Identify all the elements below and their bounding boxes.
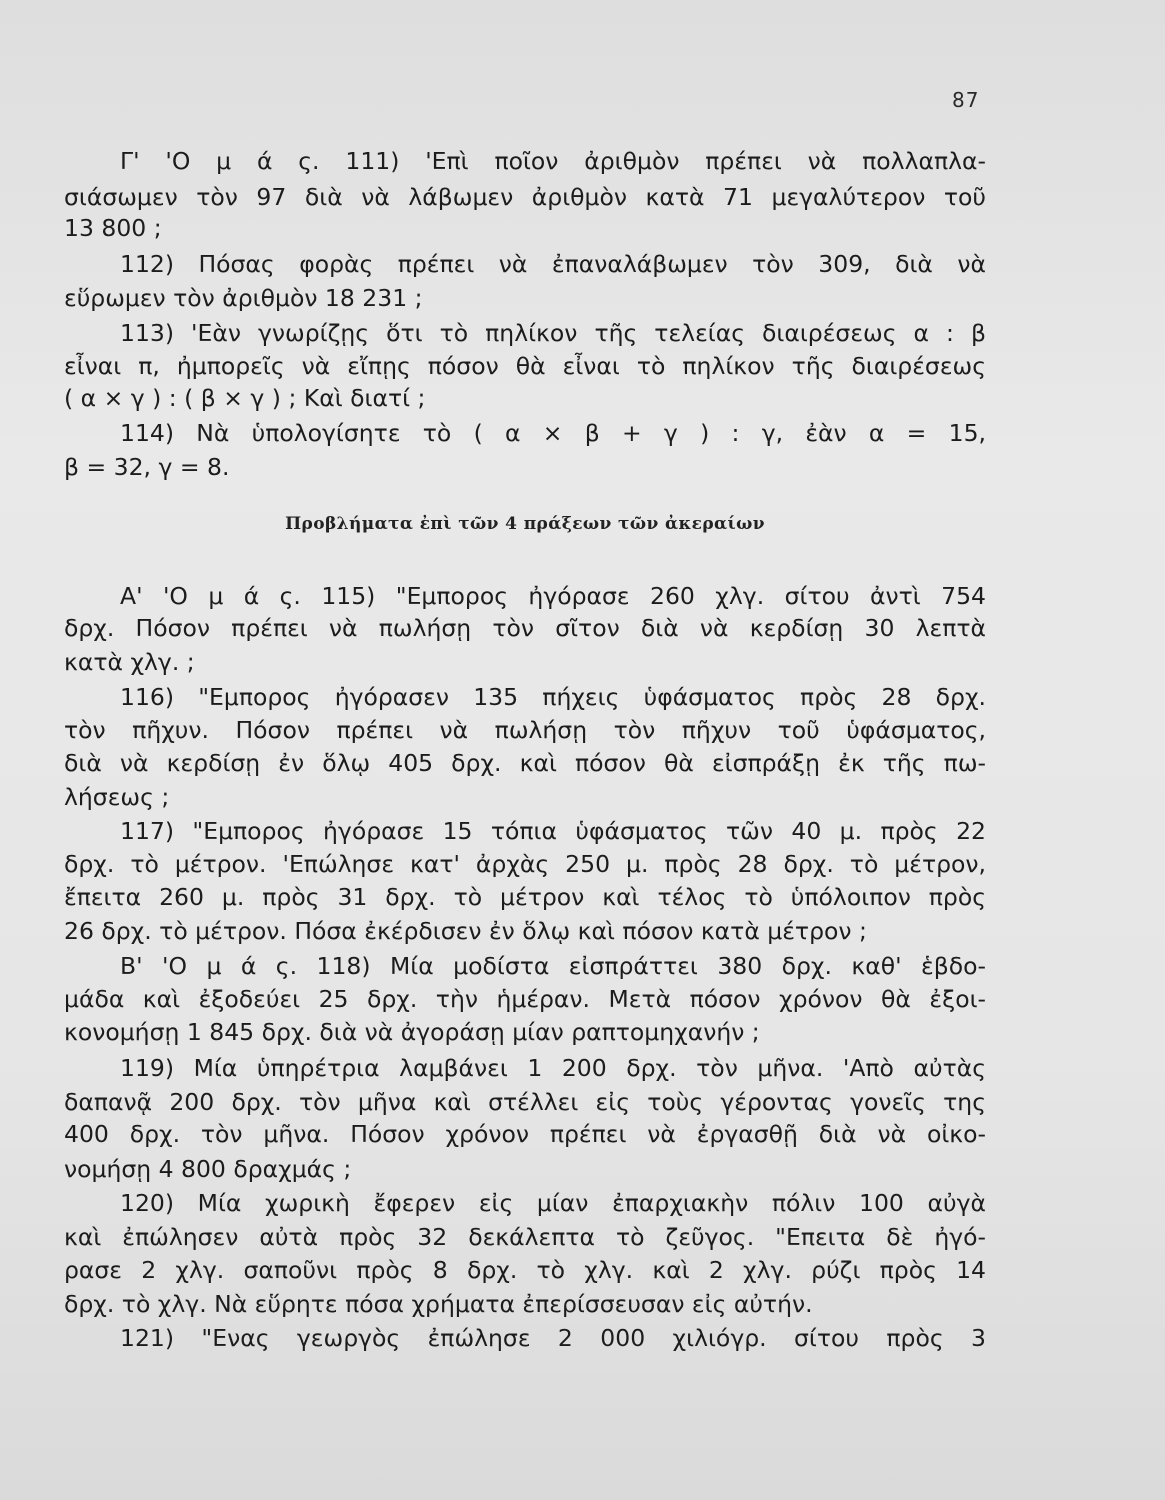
text-line: κονομήσῃ 1 845 δρχ. διὰ νὰ ἀγοράσῃ μίαν ραπτομηχανήν ; xyxy=(64,1018,760,1046)
text-line: κατὰ χλγ. ; xyxy=(64,648,195,676)
text-line: ( α × γ ) : ( β × γ ) ; Καὶ διατί ; xyxy=(64,384,426,412)
text-line: Β' 'Ο μ ά ς. 118) Μία μοδίστα εἰσπράττει 380 δρχ. καθ' ἑβδο- xyxy=(120,952,986,980)
text-line: μάδα καὶ ἐξοδεύει 25 δρχ. τὴν ἡμέραν. Μετὰ πόσον χρόνον θὰ ἐξοι- xyxy=(64,985,986,1013)
page-number: 87 xyxy=(952,88,980,112)
text-line: εἶναι π, ἠμπορεῖς νὰ εἴπῃς πόσον θὰ εἶναι τὸ πηλίκον τῆς διαιρέσεως xyxy=(64,352,986,380)
text-line: β = 32, γ = 8. xyxy=(64,453,230,481)
text-line: τὸν πῆχυν. Πόσον πρέπει νὰ πωλήσῃ τὸν πῆχυν τοῦ ὑφάσματος, xyxy=(64,716,986,744)
text-line: δρχ. τὸ χλγ. Νὰ εὕρητε πόσα χρήματα ἐπερίσσευσαν εἰς αὐτήν. xyxy=(64,1290,813,1318)
text-line: καὶ ἐπώλησεν αὐτὰ πρὸς 32 δεκάλεπτα τὸ ζεῦγος. "Επειτα δὲ ἠγό- xyxy=(64,1223,986,1251)
text-line: ἔπειτα 260 μ. πρὸς 31 δρχ. τὸ μέτρον καὶ τέλος τὸ ὑπόλοιπον πρὸς xyxy=(64,883,986,911)
text-line: εὕρωμεν τὸν ἀριθμὸν 18 231 ; xyxy=(64,284,423,312)
text-line: Α' 'Ο μ ά ς. 115) "Εμπορος ἠγόρασε 260 χλγ. σίτου ἀντὶ 754 xyxy=(120,582,986,610)
text-line: δρχ. Πόσον πρέπει νὰ πωλήσῃ τὸν σῖτον διὰ νὰ κερδίσῃ 30 λεπτὰ xyxy=(64,614,986,642)
text-line: σιάσωμεν τὸν 97 διὰ νὰ λάβωμεν ἀριθμὸν κατὰ 71 μεγαλύτερον τοῦ xyxy=(64,183,986,211)
text-line: δρχ. τὸ μέτρον. 'Επώλησε κατ' ἀρχὰς 250 μ. πρὸς 28 δρχ. τὸ μέτρον, xyxy=(64,850,986,878)
text-line: 400 δρχ. τὸν μῆνα. Πόσον χρόνον πρέπει νὰ ἐργασθῇ διὰ νὰ οἰκο- xyxy=(64,1120,986,1148)
text-line: δαπανᾷ 200 δρχ. τὸν μῆνα καὶ στέλλει εἰς τοὺς γέροντας γονεῖς της xyxy=(64,1088,986,1116)
text-line: 13 800 ; xyxy=(64,214,162,242)
text-line: 116) "Εμπορος ἠγόρασεν 135 πήχεις ὑφάσματος πρὸς 28 δρχ. xyxy=(120,683,986,711)
text-line: νομήσῃ 4 800 δραχμάς ; xyxy=(64,1155,352,1183)
text-line: 117) "Εμπορος ἠγόρασε 15 τόπια ὑφάσματος τῶν 40 μ. πρὸς 22 xyxy=(120,817,986,845)
text-line: 113) 'Εὰν γνωρίζῃς ὅτι τὸ πηλίκον τῆς τελείας διαιρέσεως α : β xyxy=(120,319,986,347)
text-line: λήσεως ; xyxy=(64,783,170,811)
text-line: 119) Μία ὑπηρέτρια λαμβάνει 1 200 δρχ. τὸν μῆνα. 'Απὸ αὐτὰς xyxy=(120,1054,986,1082)
section-heading: Προβλήματα ἐπὶ τῶν 4 πράξεων τῶν ἀκεραίων xyxy=(285,514,765,534)
text-line: 112) Πόσας φορὰς πρέπει νὰ ἐπαναλάβωμεν τὸν 309, διὰ νὰ xyxy=(120,250,986,278)
text-line: 26 δρχ. τὸ μέτρον. Πόσα ἐκέρδισεν ἐν ὅλῳ καὶ πόσον κατὰ μέτρον ; xyxy=(64,917,867,945)
text-line: 121) "Ενας γεωργὸς ἐπώλησε 2 000 χιλιόγρ. σίτου πρὸς 3 xyxy=(120,1324,986,1352)
text-line: Γ' 'Ο μ ά ς. 111) 'Επὶ ποῖον ἀριθμὸν πρέπει νὰ πολλαπλα- xyxy=(120,147,986,175)
text-line: ρασε 2 χλγ. σαποῦνι πρὸς 8 δρχ. τὸ χλγ. καὶ 2 χλγ. ρύζι πρὸς 14 xyxy=(64,1256,986,1284)
text-line: 114) Νὰ ὑπολογίσητε τὸ ( α × β + γ ) : γ, ἐὰν α = 15, xyxy=(120,419,986,447)
text-line: διὰ νὰ κερδίσῃ ἐν ὅλῳ 405 δρχ. καὶ πόσον θὰ εἰσπράξῃ ἐκ τῆς πω- xyxy=(64,749,986,777)
text-line: 120) Μία χωρικὴ ἔφερεν εἰς μίαν ἐπαρχιακὴν πόλιν 100 αὐγὰ xyxy=(120,1189,986,1217)
